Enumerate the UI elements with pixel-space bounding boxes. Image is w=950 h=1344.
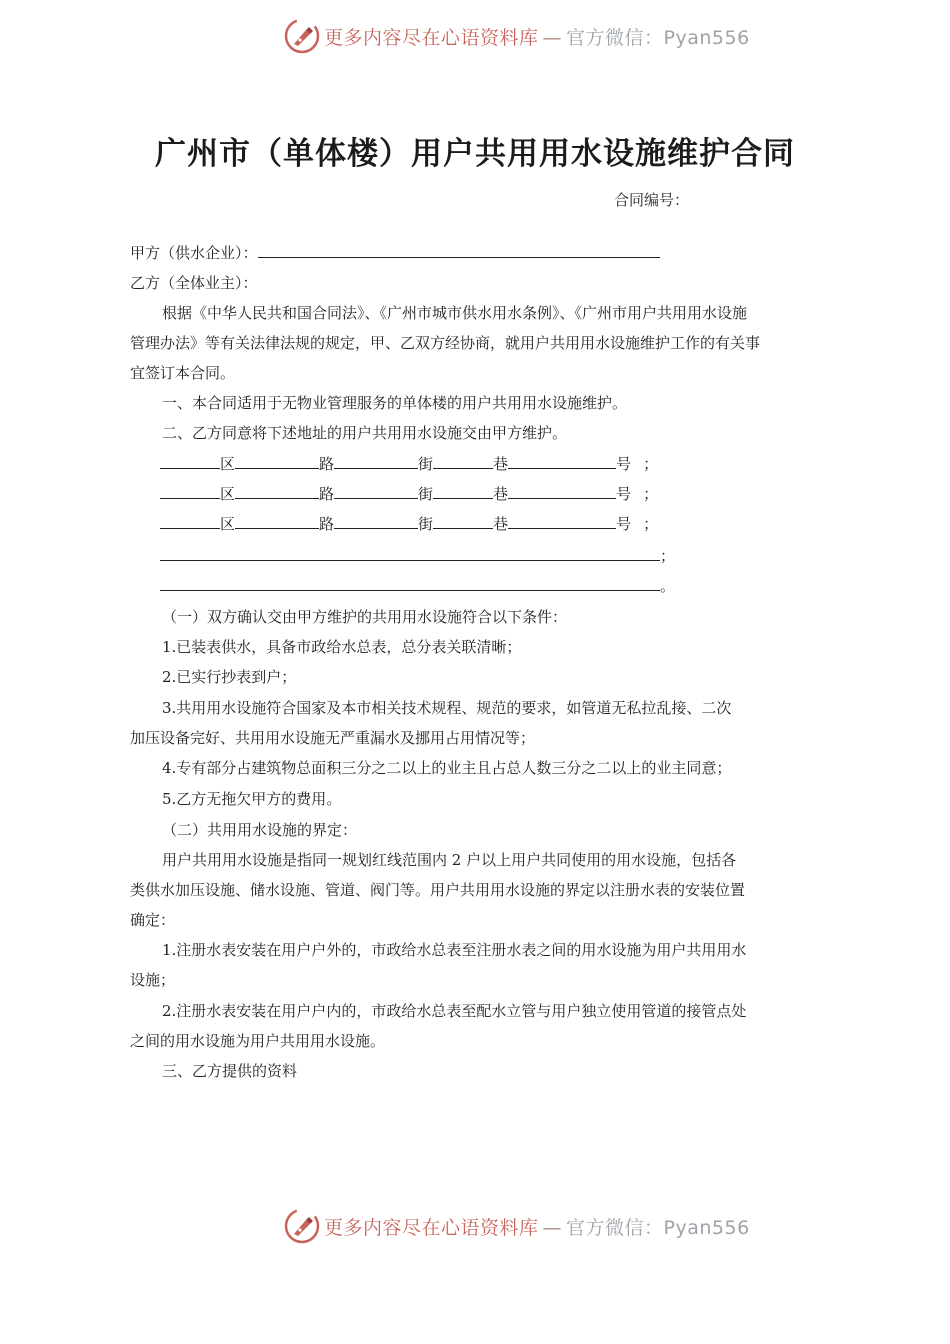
row-end: ； — [643, 455, 659, 473]
watermark-footer — [284, 1206, 750, 1246]
district-label: 区 — [220, 485, 236, 503]
watermark-text: 更多内容尽在心语资料库 — [324, 26, 539, 49]
number-label: 号 — [616, 485, 632, 503]
number-blank[interactable] — [508, 484, 616, 499]
definition-line: 用户共用用水设施是指同一规划红线范围内 2 户以上用户共同使用的用水设施，包括各 — [162, 851, 737, 869]
condition-item: 4.专有部分占建筑物总面积三分之二以上的业主且占总人数三分之二以上的业主同意； — [162, 759, 732, 777]
document-title: 广州市（单体楼）用户共用用水设施维护合同 — [155, 136, 795, 172]
district-blank[interactable] — [160, 454, 220, 469]
number-label: 号 — [616, 455, 632, 473]
party-a-label: 甲方（供水企业）： — [130, 244, 258, 262]
condition-item: 1.已装表供水，具备市政给水总表，总分表关联清晰； — [162, 638, 522, 656]
road-blank[interactable] — [235, 484, 319, 499]
condition-item: 2.已实行抄表到户； — [162, 668, 297, 686]
clause-1: 一、本合同适用于无物业管理服务的单体楼的用户共用用水设施维护。 — [162, 394, 628, 412]
number-blank[interactable] — [508, 454, 616, 469]
district-label: 区 — [220, 455, 236, 473]
condition-item: 3.共用用水设施符合国家及本市相关技术规程、规范的要求，如管道无私拉乱接、二次 — [162, 699, 732, 717]
definition-item-cont: 之间的用水设施为用户共用用水设施。 — [130, 1032, 386, 1050]
street-blank[interactable] — [334, 514, 418, 529]
row-end: ； — [660, 547, 676, 565]
address-free-blank[interactable] — [160, 576, 660, 591]
definition-item: 1.注册水表安装在用户户外的，市政给水总表至注册水表之间的用水设施为用户共用用水 — [162, 941, 747, 959]
contract-number-label: 合同编号： — [614, 191, 690, 209]
watermark-suffix: 官方微信： — [566, 1216, 664, 1239]
road-label: 路 — [319, 485, 335, 503]
street-label: 街 — [418, 455, 434, 473]
definition-item: 2.注册水表安装在用户户内的，市政给水总表至配水立管与用户独立使用管道的接管点处 — [162, 1002, 747, 1020]
watermark-separator: — — [542, 26, 563, 49]
condition-item-cont: 加压设备完好、共用用水设施无严重漏水及挪用占用情况等； — [130, 729, 536, 747]
watermark-account: Pyan556 — [663, 1216, 750, 1239]
section-1-title: （一）双方确认交由甲方维护的共用用水设施符合以下条件： — [162, 608, 568, 626]
street-label: 街 — [418, 515, 434, 533]
row-end: 。 — [660, 577, 676, 595]
address-free-row — [160, 575, 675, 596]
definition-line: 类供水加压设施、储水设施、管道、阀门等。用户共用用水设施的界定以注册水表的安装位置 — [130, 881, 746, 899]
address-free-blank[interactable] — [160, 546, 660, 561]
intro-line: 根据《中华人民共和国合同法》、《广州市城市供水用水条例》、《广州市用户共用用水设施 — [162, 304, 748, 322]
intro-line: 管理办法》等有关法律法规的规定，甲、乙双方经协商，就用户共用用水设施维护工作的有关事 — [130, 334, 761, 352]
address-row — [160, 453, 658, 474]
road-label: 路 — [319, 455, 335, 473]
section-2-title: （二）共用用水设施的界定： — [162, 821, 358, 839]
watermark-text: 更多内容尽在心语资料库 — [324, 1216, 539, 1239]
lane-blank[interactable] — [433, 454, 493, 469]
condition-item: 5.乙方无拖欠甲方的费用。 — [162, 790, 342, 808]
row-end: ； — [643, 515, 659, 533]
lane-label: 巷 — [493, 515, 509, 533]
watermark-account: Pyan556 — [663, 26, 750, 49]
address-row — [160, 483, 658, 504]
street-blank[interactable] — [334, 484, 418, 499]
pen-nib-logo-icon — [284, 1208, 320, 1244]
road-blank[interactable] — [235, 514, 319, 529]
number-blank[interactable] — [508, 514, 616, 529]
road-blank[interactable] — [235, 454, 319, 469]
street-label: 街 — [418, 485, 434, 503]
row-end: ； — [643, 485, 659, 503]
clause-3: 三、乙方提供的资料 — [162, 1062, 298, 1080]
address-free-row — [160, 545, 675, 566]
intro-line: 宜签订本合同。 — [130, 364, 236, 382]
definition-item-cont: 设施； — [130, 971, 176, 989]
lane-blank[interactable] — [433, 514, 493, 529]
definition-line: 确定： — [130, 911, 176, 929]
address-row — [160, 513, 658, 534]
watermark-suffix: 官方微信： — [566, 26, 664, 49]
road-label: 路 — [319, 515, 335, 533]
pen-nib-logo-icon — [284, 18, 320, 54]
district-label: 区 — [220, 515, 236, 533]
number-label: 号 — [616, 515, 632, 533]
district-blank[interactable] — [160, 514, 220, 529]
clause-2: 二、乙方同意将下述地址的用户共用用水设施交由甲方维护。 — [162, 424, 568, 442]
street-blank[interactable] — [334, 454, 418, 469]
party-a-fill-blank[interactable] — [258, 243, 660, 258]
lane-label: 巷 — [493, 455, 509, 473]
watermark-header — [284, 16, 750, 56]
party-b-label: 乙方（全体业主）： — [130, 274, 258, 292]
district-blank[interactable] — [160, 484, 220, 499]
lane-label: 巷 — [493, 485, 509, 503]
watermark-separator: — — [542, 1216, 563, 1239]
party-a-line — [130, 243, 660, 263]
lane-blank[interactable] — [433, 484, 493, 499]
